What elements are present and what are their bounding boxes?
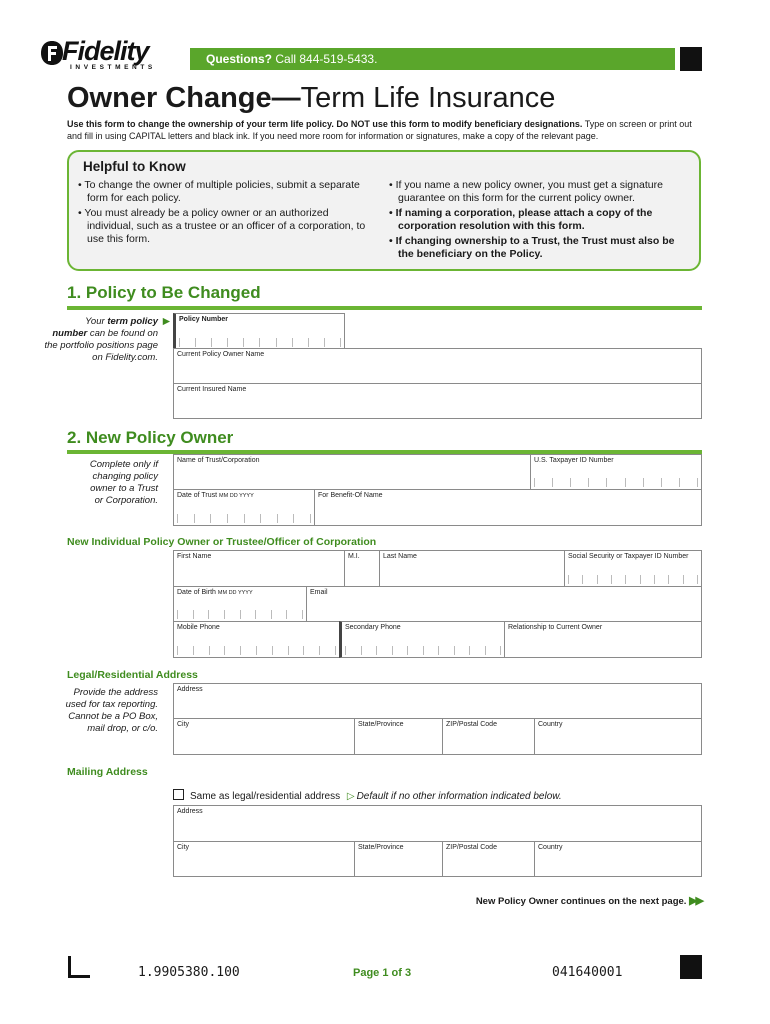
first-name-field[interactable] (173, 550, 345, 587)
dob-label: Date of Birth MM DD YYYY (177, 589, 253, 596)
current-owner-label: Current Policy Owner Name (177, 351, 265, 358)
arrow-right-outline-icon: ▷ (346, 791, 355, 802)
email-field[interactable] (306, 586, 702, 622)
helpful-title: Helpful to Know (83, 159, 186, 174)
title-dash: — (271, 82, 301, 114)
ssn-label: Social Security or Taxpayer ID Number (568, 553, 689, 560)
legal-city-label: City (177, 721, 190, 728)
date-of-trust-field[interactable] (173, 489, 315, 526)
trust-name-label: Name of Trust/Corporation (177, 457, 260, 464)
page-title (67, 82, 555, 115)
helpful-right-item-2: • If naming a corporation, please attach a copy of the corporation resolution with this form. (389, 207, 653, 232)
mailing-zip-label: ZIP/Postal Code (446, 844, 497, 851)
arrow-right-icon: ▶ (162, 316, 170, 327)
mailing-country-field[interactable] (534, 841, 702, 877)
email-label: Email (310, 589, 328, 596)
ssn-field[interactable] (564, 550, 702, 587)
ssn-ticks (568, 575, 698, 584)
legal-country-field[interactable] (534, 718, 702, 755)
mi-label: M.I. (348, 553, 360, 560)
default-note: Default if no other information indicated below. (356, 791, 562, 802)
legal-address-note: Provide the address used for tax reporting. Cannot be a PO Box, mail drop, or c/o. (65, 687, 158, 734)
logo-wordmark: Fidelity (62, 36, 149, 66)
section1-note: Your term policy ▶ number can be found on the portfolio positions page on Fidelity.com. (44, 316, 170, 363)
questions-banner (190, 48, 675, 70)
date-of-trust-ticks (177, 514, 311, 523)
taxpayer-id-ticks (534, 478, 698, 487)
legal-zip-label: ZIP/Postal Code (446, 721, 497, 728)
legal-state-label: State/Province (358, 721, 404, 728)
same-as-checkbox[interactable] (173, 789, 184, 800)
intro-normal: Type on screen or print out and fill in using CAPITAL letters and black ink. If you need more room for information or signatures, make a copy of the relevant page. (67, 119, 692, 141)
mailing-address-heading: Mailing Address (67, 766, 148, 778)
registration-mark (680, 47, 702, 71)
mailing-country-label: Country (538, 844, 563, 851)
mailing-city-field[interactable] (173, 841, 355, 877)
taxpayer-id-label: U.S. Taxpayer ID Number (534, 457, 614, 464)
section1-title: 1. Policy to Be Changed (67, 283, 261, 302)
helpful-right-list (389, 179, 689, 263)
first-name-label: First Name (177, 553, 212, 560)
secondary-phone-field[interactable] (339, 621, 505, 658)
relationship-field[interactable] (504, 621, 702, 658)
date-of-trust-label: Date of Trust MM DD YYYY (177, 492, 254, 499)
logo-subtext: INVESTMENTS (70, 64, 156, 71)
title-light: Term Life Insurance (300, 82, 556, 114)
dob-ticks (177, 610, 303, 619)
page-number: Page 1 of 3 (353, 967, 412, 979)
helpful-left-item-2: • You must already be a policy owner or an authorized individual, such as a trustee or an officer of a corporation, to use this form. (78, 207, 366, 245)
last-name-field[interactable] (379, 550, 565, 587)
same-as-label: Same as legal/residential address (190, 791, 341, 802)
mobile-phone-label: Mobile Phone (177, 624, 220, 631)
fidelity-logo-icon (40, 40, 64, 66)
for-benefit-label: For Benefit-Of Name (318, 492, 383, 499)
current-insured-label: Current Insured Name (177, 386, 247, 393)
mailing-city-label: City (177, 844, 190, 851)
legal-zip-field[interactable] (442, 718, 535, 755)
intro-text (67, 118, 707, 142)
taxpayer-id-field[interactable] (530, 454, 702, 490)
policy-number-label: Policy Number (179, 316, 229, 323)
individual-owner-heading: New Individual Policy Owner or Trustee/Officer of Corporation (67, 536, 377, 548)
intro-bold: Use this form to change the ownership of your term life policy. Do NOT use this form to modify beneficiary designations. (67, 119, 583, 129)
current-owner-field[interactable] (173, 348, 702, 384)
mailing-state-field[interactable] (354, 841, 443, 877)
helpful-right-item-1: • If you name a new policy owner, you must get a signature guarantee on this form for the current policy owner. (389, 179, 663, 204)
questions-label: Questions? (206, 52, 273, 66)
mailing-state-label: State/Province (358, 844, 404, 851)
trust-name-field[interactable] (173, 454, 531, 490)
title-bold: Owner Change (67, 82, 272, 114)
helpful-box (67, 150, 701, 271)
mailing-address-field[interactable] (173, 805, 702, 842)
mi-field[interactable] (344, 550, 380, 587)
legal-city-field[interactable] (173, 718, 355, 755)
helpful-right-item-3: • If changing ownership to a Trust, the Trust must also be the beneficiary on the Policy. (389, 235, 675, 260)
same-as-row (173, 789, 562, 802)
section2-note: Complete only if changing policy owner to a Trust or Corporation. (89, 459, 158, 506)
helpful-left-list (78, 179, 378, 248)
dob-field[interactable] (173, 586, 307, 622)
for-benefit-field[interactable] (314, 489, 702, 526)
continues-note: New Policy Owner continues on the next page. ▶▶ (475, 895, 702, 907)
corner-mark (68, 956, 90, 978)
legal-address-heading: Legal/Residential Address (67, 669, 198, 681)
fidelity-logo (40, 38, 180, 74)
double-arrow-icon: ▶▶ (689, 895, 702, 907)
secondary-phone-ticks (345, 646, 501, 655)
helpful-left-item-1: • To change the owner of multiple policies, submit a separate form for each policy. (78, 179, 360, 204)
secondary-phone-label: Secondary Phone (345, 624, 401, 631)
section2-title: 2. New Policy Owner (67, 428, 234, 447)
legal-address-field[interactable] (173, 683, 702, 719)
mobile-phone-ticks (177, 646, 336, 655)
mailing-address-label: Address (177, 808, 203, 815)
policy-number-ticks (179, 338, 341, 347)
legal-address-label: Address (177, 686, 203, 693)
questions-phone: Call 844-519-5433. (275, 52, 378, 66)
last-name-label: Last Name (383, 553, 417, 560)
mailing-zip-field[interactable] (442, 841, 535, 877)
section1-rule (67, 306, 702, 310)
current-insured-field[interactable] (173, 383, 702, 419)
mobile-phone-field[interactable] (173, 621, 340, 658)
barcode-number: 041640001 (552, 965, 623, 980)
registration-mark-bottom (680, 955, 702, 979)
policy-number-field[interactable] (173, 313, 345, 350)
form-code: 1.9905380.100 (138, 965, 240, 980)
relationship-label: Relationship to Current Owner (508, 624, 603, 631)
legal-country-label: Country (538, 721, 563, 728)
legal-state-field[interactable] (354, 718, 443, 755)
